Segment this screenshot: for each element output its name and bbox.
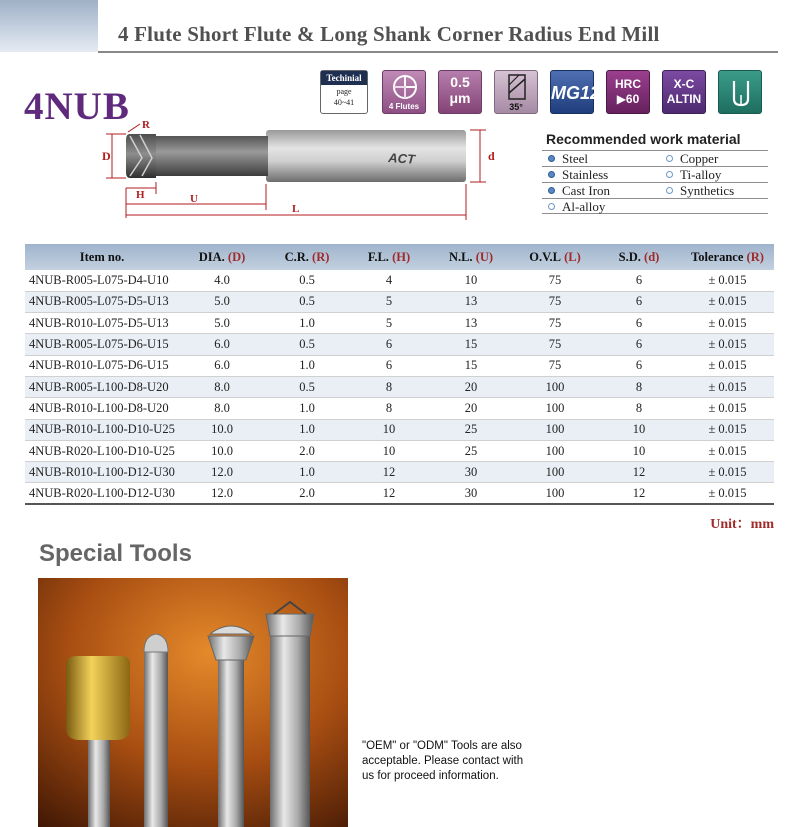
table-cell: 100 [513,419,597,440]
table-cell: 15 [429,355,513,376]
table-cell: 8 [597,398,681,419]
table-row [25,419,774,440]
table-cell: 2.0 [265,440,349,461]
column-header-label: N.L. [448,249,473,264]
hrc-label: HRC [615,77,641,91]
table-cell: 8.0 [179,398,265,419]
table-cell: 6.0 [179,334,265,355]
table-cell: ± 0.015 [681,334,774,355]
table-cell: 4 [349,270,429,291]
dim-label-l: L [292,203,300,215]
table-cell: 12.0 [179,483,265,504]
end-mill-drawing [96,118,496,224]
table-cell: 5.0 [179,291,265,312]
column-header-unit: (R) [746,249,764,264]
material-cell [542,151,660,166]
table-cell: 12 [349,483,429,504]
technical-label: Techinial [321,71,367,85]
table-row [25,313,774,334]
item-number-cell: 4NUB-R005-L075-D6-U15 [25,334,179,355]
table-cell: 8 [349,376,429,397]
item-number-cell: 4NUB-R005-L075-D5-U13 [25,291,179,312]
column-header-label: Tolerance [691,249,744,264]
column-header [179,244,265,270]
dim-label-d-shank: d [488,149,495,163]
table-cell: ± 0.015 [681,313,774,334]
spec-header-row [25,244,774,270]
table-cell: 100 [513,483,597,504]
hrc-hardness-icon [606,70,650,114]
table-cell: 75 [513,313,597,334]
table-row [25,376,774,397]
table-cell: 1.0 [265,313,349,334]
material-name: Steel [562,151,588,166]
table-cell: 100 [513,376,597,397]
table-cell: 100 [513,398,597,419]
item-number-cell: 4NUB-R005-L075-D4-U10 [25,270,179,291]
tolerance-value: 0.5 [450,74,470,90]
coating-name: X-C [673,77,695,91]
page-title: 4 Flute Short Flute & Long Shank Corner Radius End Mill [118,22,660,46]
special-tools-photo [38,578,348,827]
technical-page-range: 40~41 [333,98,355,107]
table-cell: 30 [429,462,513,483]
table-cell: 12 [349,462,429,483]
table-row [25,355,774,376]
material-cell [660,199,768,213]
column-header-unit: (D) [227,249,246,264]
table-cell: 75 [513,334,597,355]
column-header-label: O.V.L [529,249,561,264]
spec-table [25,244,774,505]
material-cell [542,199,660,213]
dovetail-tool-head [208,636,254,660]
table-cell: ± 0.015 [681,398,774,419]
table-cell: 25 [429,440,513,461]
corner-radius-shape-icon [719,71,763,115]
table-cell: 10 [429,270,513,291]
table-cell: 75 [513,270,597,291]
column-header [597,244,681,270]
table-cell: 8 [597,376,681,397]
table-cell: ± 0.015 [681,270,774,291]
column-header-unit: (d) [644,249,660,264]
item-number-cell: 4NUB-R010-L075-D6-U15 [25,355,179,376]
four-flutes-icon [382,70,426,114]
material-row [542,166,768,182]
tolerance-icon [438,70,482,114]
table-cell: 6 [349,334,429,355]
table-row [25,440,774,461]
table-cell: ± 0.015 [681,291,774,312]
table-row [25,270,774,291]
table-cell: ± 0.015 [681,355,774,376]
table-cell: 6 [597,291,681,312]
table-row [25,291,774,312]
table-cell: 20 [429,376,513,397]
material-name: Copper [680,151,719,166]
material-row [542,198,768,214]
table-cell: 0.5 [265,376,349,397]
table-cell: 10.0 [179,440,265,461]
neck [154,136,268,176]
table-cell: ± 0.015 [681,376,774,397]
optional-bullet-icon [548,203,555,210]
item-number-cell: 4NUB-R020-L100-D10-U25 [25,440,179,461]
table-row [25,334,774,355]
work-material-grid [542,150,768,214]
dim-label-r: R [142,119,150,131]
column-header-unit: (L) [564,249,581,264]
table-cell: 6.0 [179,355,265,376]
table-cell: 5 [349,291,429,312]
table-row [25,398,774,419]
table-cell: 0.5 [265,270,349,291]
helix-angle-icon [494,70,538,114]
table-cell: 1.0 [265,398,349,419]
table-cell: 6 [349,355,429,376]
table-cell: 6 [597,313,681,334]
tslot-tool-head [266,614,314,636]
shank [266,130,466,182]
hrc-value: ▶60 [616,92,640,106]
flutes-label: 4 Flutes [388,102,420,111]
table-cell: 10 [349,419,429,440]
item-number-cell: 4NUB-R010-L100-D12-U30 [25,462,179,483]
oem-odm-note: "OEM" or "ODM" Tools are also acceptable. Please contact with us for proceed information. [362,740,524,782]
column-header [681,244,774,270]
item-number-cell: 4NUB-R010-L075-D5-U13 [25,313,179,334]
recommended-bullet-icon [548,187,555,194]
table-cell: 1.0 [265,355,349,376]
column-header-unit: (H) [392,249,411,264]
recommended-bullet-icon [548,171,555,178]
table-cell: 2.0 [265,483,349,504]
table-cell: 4.0 [179,270,265,291]
material-name: Cast Iron [562,183,611,198]
column-header-unit: (R) [312,249,330,264]
column-header [265,244,349,270]
material-cell [660,167,768,182]
optional-bullet-icon [666,187,673,194]
table-cell: 30 [429,483,513,504]
optional-bullet-icon [666,155,673,162]
table-cell: 5 [349,313,429,334]
tolerance-unit: μm [449,90,471,106]
table-cell: 6 [597,270,681,291]
flute-cross-section-icon [383,71,427,105]
table-cell: 0.5 [265,291,349,312]
model-code: 4NUB [24,85,130,128]
key-cutter-head [66,656,130,740]
material-cell [660,183,768,198]
dim-label-h: H [136,189,145,201]
unit-note: Unit：mm [710,517,774,532]
table-cell: ± 0.015 [681,419,774,440]
technical-page-label: page [336,87,352,96]
column-header [429,244,513,270]
item-number-cell: 4NUB-R010-L100-D8-U20 [25,398,179,419]
dim-label-d-major: D [102,149,111,163]
helix-angle-label: 35° [509,102,523,112]
table-cell: ± 0.015 [681,462,774,483]
key-cutter-shank [88,738,110,827]
spec-body [25,270,774,504]
brand-mark: ACT [387,150,416,167]
table-row [25,483,774,504]
table-cell: 12.0 [179,462,265,483]
item-number-cell: 4NUB-R005-L100-D8-U20 [25,376,179,397]
material-cell [542,183,660,198]
table-cell: 12 [597,462,681,483]
table-cell: 10.0 [179,419,265,440]
column-header-unit: (U) [475,249,494,264]
table-cell: 6 [597,334,681,355]
table-cell: 1.0 [265,419,349,440]
recommended-bullet-icon [548,155,555,162]
table-cell: 100 [513,462,597,483]
table-cell: 0.5 [265,334,349,355]
helix-diagram-icon [495,71,539,103]
mg12-grade-icon [550,70,601,114]
material-cell [660,151,768,166]
work-material-title: Recommended work material [546,131,741,147]
table-cell: 10 [349,440,429,461]
column-header [349,244,429,270]
material-cell [542,167,660,182]
table-cell: 5.0 [179,313,265,334]
material-name: Synthetics [680,183,735,198]
title-divider [98,51,778,53]
material-row [542,150,768,166]
table-cell: 1.0 [265,462,349,483]
table-cell: 8 [349,398,429,419]
table-cell: 75 [513,355,597,376]
column-header-label: Item no. [79,249,125,264]
technical-info-icon[interactable] [320,70,368,114]
table-cell: 10 [597,440,681,461]
table-cell: 8.0 [179,376,265,397]
table-cell: ± 0.015 [681,483,774,504]
material-row [542,182,768,198]
dim-label-u: U [190,193,198,205]
special-tools-title: Special Tools [39,540,192,567]
column-header [513,244,597,270]
table-cell: 75 [513,291,597,312]
column-header-label: C.R. [284,249,309,264]
coating-type: ALTIN [666,92,702,106]
item-number-cell: 4NUB-R010-L100-D10-U25 [25,419,179,440]
column-header-label: F.L. [367,249,389,264]
corner-radius-icon [718,70,762,114]
table-cell: 12 [597,483,681,504]
optional-bullet-icon [666,171,673,178]
table-cell: 100 [513,440,597,461]
table-cell: 13 [429,313,513,334]
table-cell: 25 [429,419,513,440]
table-cell: 10 [597,419,681,440]
material-name: Al-alloy [562,198,606,214]
grade-label: MG12 [551,83,601,103]
table-cell: 15 [429,334,513,355]
item-number-cell: 4NUB-R020-L100-D12-U30 [25,483,179,504]
table-row [25,462,774,483]
column-header-label: DIA. [198,249,225,264]
header-corner-block [0,0,98,52]
dovetail-tool-shank [218,660,244,827]
table-cell: 13 [429,291,513,312]
table-cell: 6 [597,355,681,376]
table-cell: ± 0.015 [681,440,774,461]
material-name: Ti-alloy [680,167,722,182]
column-header [25,244,179,270]
ball-tool-shank [144,652,168,827]
tslot-tool-shank [270,636,310,827]
material-name: Stainless [562,167,609,182]
column-header-label: S.D. [618,249,641,264]
coating-icon [662,70,706,114]
table-cell: 20 [429,398,513,419]
